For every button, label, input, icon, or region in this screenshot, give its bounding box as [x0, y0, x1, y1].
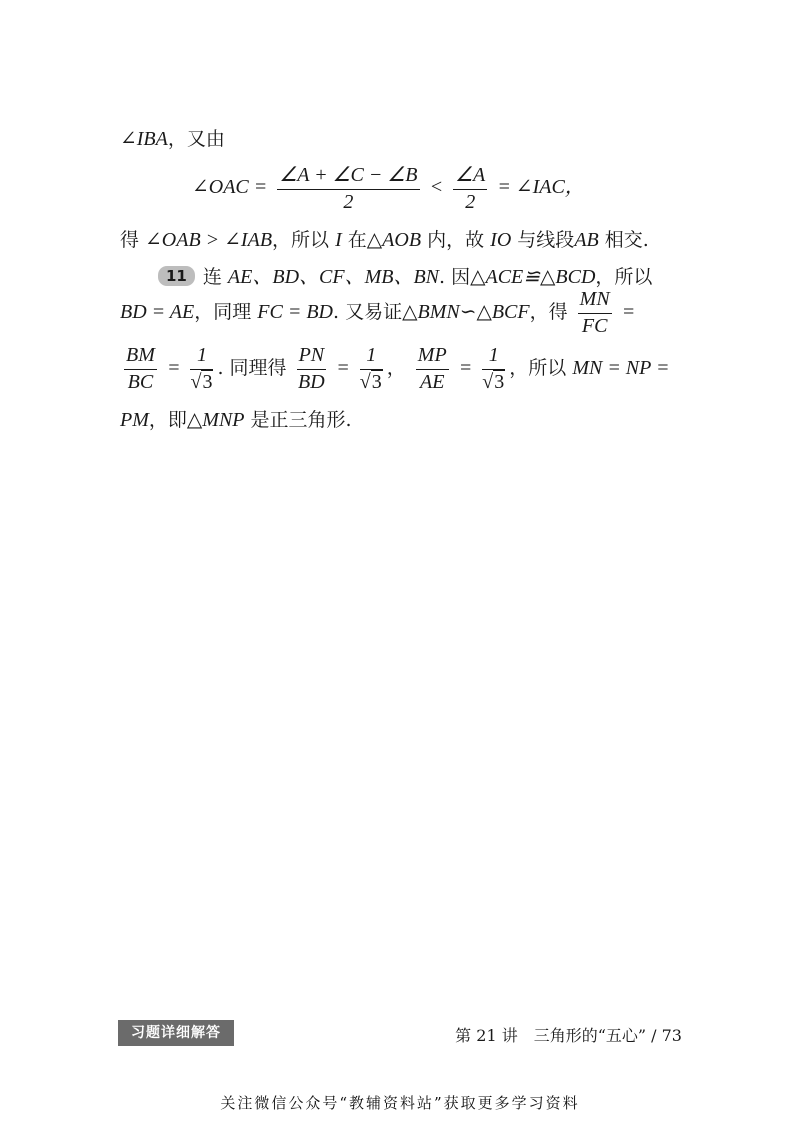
fraction-numerator: MN [578, 288, 612, 314]
text: . 又易证 [333, 301, 403, 323]
fraction-numerator: MP [416, 344, 449, 370]
math: △MNP [186, 409, 245, 431]
fraction-numerator: ∠A [453, 162, 487, 190]
fraction-pn-bd [297, 344, 327, 394]
math: FC = BD [257, 301, 333, 323]
fraction-one-over-sqrt3 [482, 344, 505, 394]
math-equals: = [336, 357, 350, 379]
fraction-angle-sum [277, 162, 419, 214]
radicand: 3 [494, 371, 505, 393]
equation-oac [192, 162, 585, 214]
text: 与线段 [511, 229, 575, 251]
fraction-denominator: FC [581, 315, 608, 337]
math: △AOB [366, 229, 422, 251]
fraction-bm-bc [124, 344, 157, 394]
problem-number-badge: 11 [158, 266, 195, 286]
math-rhs: = ∠IAC， [497, 176, 585, 198]
fraction-mp-ae [416, 344, 449, 394]
math: ∠OAB > ∠IAB [145, 229, 273, 251]
fraction-numerator: ∠A + ∠C − ∠B [277, 162, 419, 190]
fraction-denominator: √3 [482, 371, 505, 393]
fraction-half-angle [453, 162, 487, 214]
fraction-denominator: BD [298, 371, 325, 393]
math-equals: = [458, 357, 473, 379]
text: ，又由 [167, 128, 225, 150]
text: ， [386, 357, 406, 379]
fraction-denominator: BC [127, 371, 154, 393]
math: AB [574, 229, 599, 251]
text: 连 [202, 266, 228, 288]
text-line-3 [120, 225, 649, 252]
fraction-mn-fc [578, 288, 612, 338]
text: 是正三角形. [244, 409, 352, 431]
fraction-one-over-sqrt3 [360, 344, 383, 394]
fraction-numerator: 1 [190, 344, 213, 370]
fraction-numerator: BM [124, 344, 157, 370]
math: BD = AE [120, 301, 195, 323]
math: AE、BD、CF、MB、BN [227, 266, 440, 288]
text: ，所以 [272, 229, 336, 251]
fraction-denominator: 2 [465, 191, 476, 213]
text: 在 [341, 229, 367, 251]
text: ，得 [529, 301, 574, 323]
math: △ACE≌△BCD [470, 266, 596, 288]
math-equals: = [621, 301, 636, 323]
text: 得 [120, 229, 146, 251]
text-line-7 [120, 405, 352, 432]
fraction-numerator: 1 [482, 344, 505, 370]
math-less-than: < [429, 176, 444, 198]
fraction-one-over-sqrt3 [190, 344, 213, 394]
radicand: 3 [202, 371, 213, 393]
text: ，所以 [595, 266, 653, 288]
page-footer: 第 21 讲 三角形的“五心” / 73 [455, 1026, 682, 1045]
text: 内，故 [421, 229, 491, 251]
text-line-5 [120, 288, 635, 338]
text-line-4 [158, 260, 652, 289]
math: PM [120, 409, 149, 431]
math-lhs: ∠OAC = [192, 176, 268, 198]
fraction-numerator: 1 [360, 344, 383, 370]
text: . 因 [439, 266, 471, 288]
text: ，所以 [509, 357, 573, 379]
math: IO [490, 229, 512, 251]
section-tag: 习题详细解答 [118, 1020, 234, 1046]
text: ，同理 [194, 301, 258, 323]
math: I [335, 229, 342, 251]
text: . 同理得 [217, 357, 293, 379]
math-equals: = [166, 357, 181, 379]
text: ，即 [148, 409, 187, 431]
fraction-denominator: AE [420, 371, 445, 393]
text-line-1 [120, 124, 225, 151]
math-angle-iba: ∠IBA [120, 128, 168, 150]
fraction-denominator: √3 [359, 371, 382, 393]
math: △BMN∽△BCF [402, 301, 530, 323]
radicand: 3 [371, 371, 382, 393]
watermark-text: 关注微信公众号“教辅资料站”获取更多学习资料 [220, 1094, 580, 1112]
fraction-denominator: 2 [343, 191, 354, 213]
fraction-numerator: PN [297, 344, 327, 370]
text-line-6 [120, 344, 670, 394]
text: 相交. [598, 229, 649, 251]
fraction-denominator: √3 [190, 371, 213, 393]
math: MN = NP = [572, 357, 670, 379]
